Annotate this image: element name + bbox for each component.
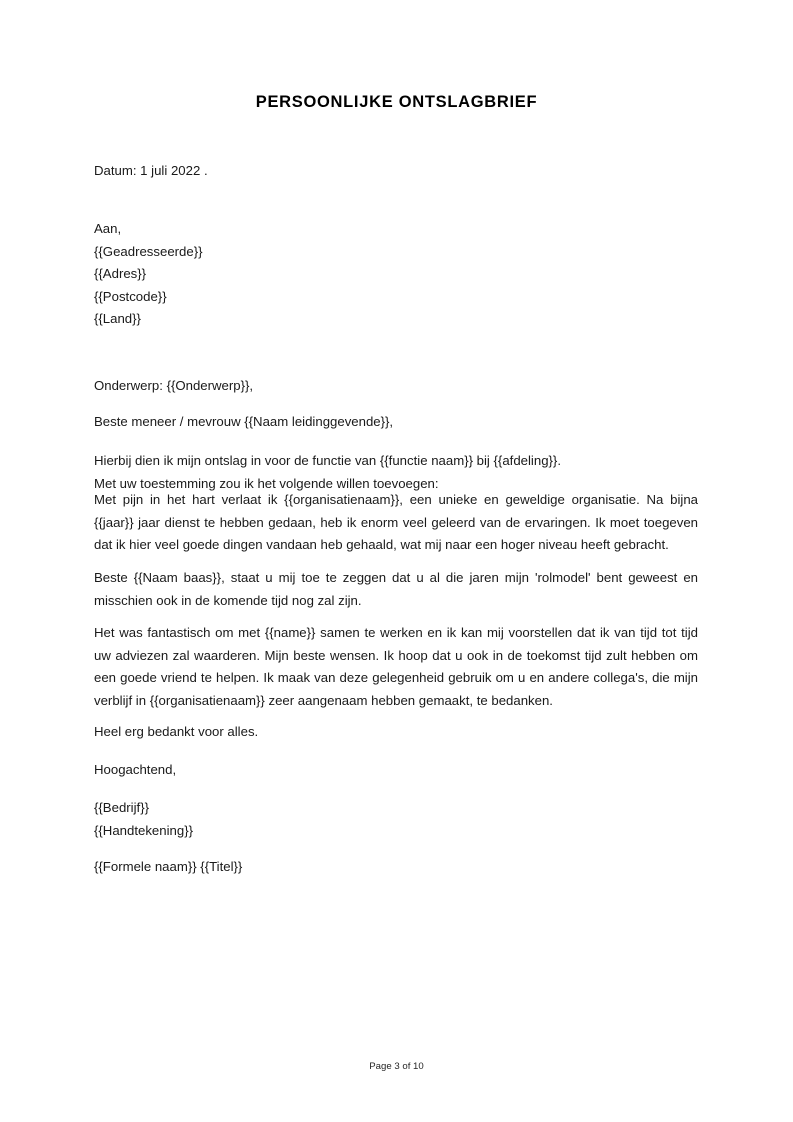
subject-text: Onderwerp: {{Onderwerp}}, [94,378,254,393]
signature-block [94,797,698,842]
date-text: Datum: 1 juli 2022 . [94,163,208,178]
address-recipient: {{Geadresseerde}} [94,243,203,259]
page-title: PERSOONLIJKE ONTSLAGBRIEF [255,93,538,111]
signature-field: {{Handtekening}} [94,822,194,838]
paragraph-collaboration-thanks [94,622,698,712]
salutation-line [94,411,698,434]
address-country: {{Land}} [94,311,141,327]
thanks-line [94,721,698,744]
address-street: {{Adres}} [94,266,147,282]
signature-company: {{Bedrijf}} [94,800,149,815]
paragraph-1-line-1: Hierbij dien ik mijn ontslag in voor de functie van {{functie naam}} bij {{afdeling}}. [94,453,561,468]
formal-name-line [94,856,698,879]
paragraph-1-line-2: Met uw toestemming zou ik het volgende willen toevoegen: [94,475,439,491]
closing-text: Hoogachtend, [94,762,177,777]
formal-name-text: {{Formele naam}} {{Titel}} [94,859,243,874]
paragraph-rolemodel [94,567,698,612]
paragraph-organization-farewell [94,489,698,557]
subject-line [94,375,698,398]
address-postcode: {{Postcode}} [94,288,167,304]
date-line [94,160,698,183]
thanks-text: Heel erg bedankt voor alles. [94,724,259,739]
address-block [94,218,698,331]
page-footer: Page 3 of 10 [369,1061,424,1072]
salutation-text: Beste meneer / mevrouw {{Naam leidinggevende}}, [94,414,394,429]
paragraph-4-text: Het was fantastisch om met {{name}} samen te werken en ik kan mij voorstellen dat ik van tijd tot tijd uw adviezen zal waarderen. Mijn beste wensen. Ik hoop dat u ook in de toekomst tijd zult hebben om een goede vriend te helpen. Ik maak van deze gelegenheid gebruik om u en andere collega's, die mijn verblijf in {{organisatienaam}} zeer aangenaam hebben gemaakt, te bedanken. [94,625,698,708]
paragraph-2-text: Met pijn in het hart verlaat ik {{organisatienaam}}, een unieke en geweldige organisatie. Na bijna {{jaar}} jaar dienst te hebben gedaan, heb ik enorm veel geleerd van de ervaringen. Ik moet toegeven dat ik hier veel goede dingen vandaan heb gehaald, wat mij naar een hoger niveau heeft gebracht. [94,492,698,553]
paragraph-3-text: Beste {{Naam baas}}, staat u mij toe te zeggen dat u al die jaren mijn 'rolmodel' bent geweest en misschien ook in de komende tijd nog zal zijn. [94,570,698,608]
address-greeting: Aan, [94,221,122,236]
closing-line [94,759,698,782]
